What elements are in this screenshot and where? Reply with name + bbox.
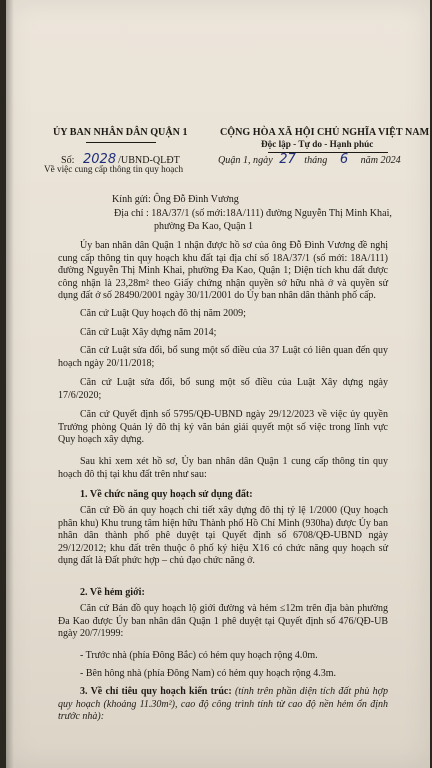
section3-paragraph (58, 686, 388, 724)
issue-date (218, 152, 401, 167)
section3-text: (tính trên phần diện tích đất phù hợp quy hoạch (khoảng 11.30m²), cao độ công trình tính từ cao độ nền hẻm ổn định trước nhà): (58, 686, 388, 723)
recipient-address-line1: Địa chỉ : 18A/37/1 (số mới:18A/111) đường Nguyễn Thị Minh Khai, (114, 208, 392, 219)
recipient-address-line2: phường Đa Kao, Quận 1 (154, 221, 254, 232)
basis-construction-law: Căn cứ Luật Xây dựng năm 2014; (80, 327, 217, 338)
after-review-paragraph: Sau khi xem xét hồ sơ, Ủy ban nhân dân Quận 1 cung cấp thông tin quy hoạch đô thị tại khu đất trên như sau: (58, 456, 388, 480)
date-day-handwritten: 27 (279, 152, 296, 167)
subject-line: Về việc cung cấp thông tin quy hoạch (44, 164, 184, 174)
basis-37-laws-amendment: Căn cứ Luật sửa đổi, bổ sung một số điều của 37 Luật có liên quan đến quy hoạch ngày 20/11/2018; (58, 345, 388, 369)
basis-construction-amendment: Căn cứ Luật sửa đổi, bổ sung một số điều của Luật Xây dựng ngày 17/6/2020; (58, 377, 388, 401)
recipient-greeting: Kính gửi: Ông Đỗ Đình Vương (112, 194, 239, 205)
date-month-label: tháng (304, 155, 328, 166)
section2-text: Căn cứ Bản đồ quy hoạch lộ giới đường và hẻm ≤12m trên địa bàn phường Đa Kao được Ủy ban nhân dân Quận 1 phê duyệt tại Quyết định số 476/QĐ-UB ngày 20/7/1999: (58, 603, 388, 640)
number-handwritten: 2028 (83, 152, 117, 167)
section2-bullet-side: - Bên hông nhà (phía Đông Nam) có hẻm quy hoạch rộng 4.3m. (80, 668, 337, 679)
document-page (6, 0, 430, 768)
date-month-handwritten: 6 (339, 152, 349, 167)
section3-title: 3. Về chỉ tiêu quy hoạch kiến trúc: (80, 686, 232, 697)
section2-bullet-front: - Trước nhà (phía Đông Bắc) có hẻm quy hoạch rộng 4.0m. (80, 650, 318, 661)
number-suffix: /UBND-QLĐT (118, 155, 180, 166)
agency-underline (86, 142, 156, 143)
country-name: CỘNG HÒA XÃ HỘI CHỦ NGHĨA VIỆT NAM (220, 127, 430, 138)
date-year: năm 2024 (360, 155, 401, 166)
section1-text: Căn cứ Đồ án quy hoạch chi tiết xây dựng đô thị tỷ lệ 1/2000 (Quy hoạch phân khu) Khu trung tâm hiện hữu Thành phố Hồ Chí Minh (930ha) được Ủy ban nhân dân thành phố phê duyệt tại Quyết định số 6708/QĐ-UBND ngày 29/12/2012; khu đất trên thuộc ô phố ký hiệu X16 có chức năng quy hoạch sử dụng đất là Đất phức hợp – chủ đạo chức năng ở. (58, 505, 388, 567)
page-edge-shadow (6, 0, 14, 768)
intro-paragraph: Ủy ban nhân dân Quận 1 nhận được hồ sơ của ông Đỗ Đình Vương đề nghị cung cấp thông tin quy hoạch khu đất tại địa chỉ số 18A/37/1 (số mới: 18A/111) đường Nguyễn Thị Minh Khai, phường Đa Kao, Quận 1; Diện tích khu đất được công nhận là 23,28m² theo Giấy chứng nhận quyền sở hữu nhà ở và quyền sử dụng đất ở số 28490/2001 ngày 30/11/2001 do Ủy ban nhân dân thành phố cấp. (58, 240, 388, 302)
section2-title: 2. Về hẻm giới: (80, 587, 145, 598)
agency-name: ỦY BAN NHÂN DÂN QUẬN 1 (53, 127, 188, 138)
section1-title: 1. Về chức năng quy hoạch sử dụng đất: (80, 489, 253, 500)
motto: Độc lập - Tự do - Hạnh phúc (261, 139, 374, 149)
number-label: Số: (61, 155, 75, 166)
basis-delegation-decision: Căn cứ Quyết định số 5795/QĐ-UBND ngày 29/12/2023 về việc ủy quyền Trưởng phòng Quản lý đô thị ký văn bản giải quyết một số việc trong lĩnh vực Quy hoạch xây dựng. (58, 409, 388, 446)
basis-urban-planning-law: Căn cứ Luật Quy hoạch đô thị năm 2009; (80, 308, 246, 319)
date-prefix: Quận 1, ngày (218, 155, 273, 166)
